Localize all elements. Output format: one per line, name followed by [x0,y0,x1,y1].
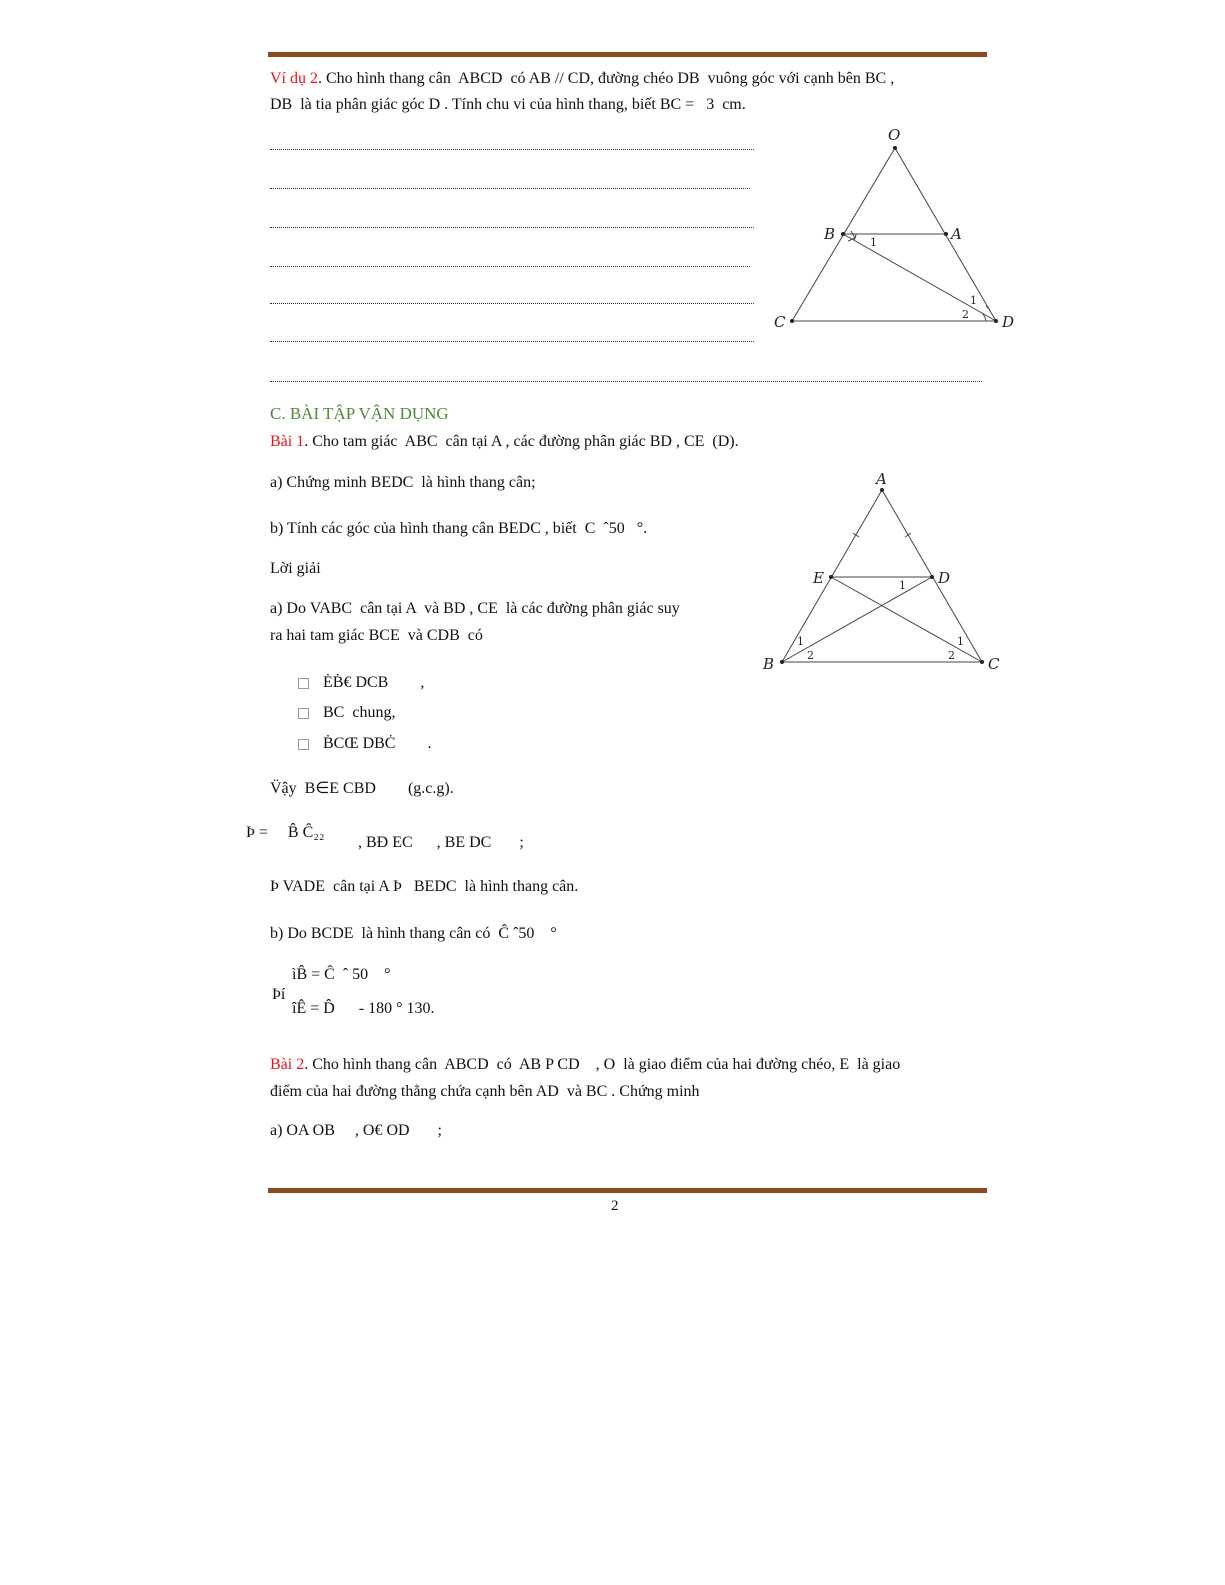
label-C: C [988,655,1000,673]
label-A: A [876,470,887,488]
solution-heading: Lời giải [270,560,321,577]
label-E: E [813,569,824,587]
bullet-item: ĖḂ€ DCB , [298,674,424,692]
bai2-line1: Bài 2. Cho hình thang cân ABCD có AB P CD , O là giao điểm của hai đường chéo, E là giao [270,1056,901,1073]
bai2-part-a: a) OA OB , O€ OD ; [270,1122,442,1139]
label-D: D [938,569,951,587]
exercise-label: Bài 2 [270,1056,305,1073]
answer-line [270,148,754,150]
bai1-part-b: b) Tính các góc của hình thang cân BEDC , biết C ˆ50 °. [270,520,648,537]
label-O: O [888,126,901,144]
label-B: B [763,655,775,673]
solution-line: a) Do VABC cân tại A và BD , CE là các đường phân giác suy [270,600,680,617]
exercise-label: Bài 1 [270,433,305,450]
angle-label: 1 [870,236,877,249]
solution-line: Þ = B̂ Ĉ₂₂ [246,824,325,841]
answer-line [270,302,754,304]
label-C: C [774,313,786,331]
header-rule [268,51,987,57]
angle-label: 2 [807,649,814,662]
solution-line: ìB̂ = Ĉ ˆ 50 ° [292,966,391,983]
bai1-line1: Bài 1. Cho tam giác ABC cân tại A , các đường phân giác BD , CE (D). [270,433,739,450]
triangle-figure [755,465,1015,680]
example2-line2: DB là tia phân giác góc D . Tính chu vi của hình thang, biết BC = 3 cm. [270,96,746,113]
solution-line: îÊ = D̂ - 180 ° 130. [292,1000,435,1017]
solution-line: ra hai tam giác BCE và CDB có [270,627,483,644]
angle-label: 1 [899,579,906,592]
bai1-part-a: a) Chứng minh BEDC là hình thang cân; [270,474,536,491]
page-number: 2 [611,1198,619,1214]
example2-line1: Ví dụ 2. Cho hình thang cân ABCD có AB // CD, đường chéo DB vuông góc với cạnh bên BC , [270,70,895,87]
label-D: D [1002,313,1015,331]
example-label: Ví dụ 2 [270,70,318,87]
solution-line: Þ VADE cân tại A Þ BEDC là hình thang cân. [270,878,579,895]
answer-line [270,187,750,189]
answer-line [270,340,754,342]
footer-rule [268,1187,987,1193]
solution-line: Þí [272,986,286,1003]
bai2-line2: điểm của hai đường thẳng chứa cạnh bên AD và BC . Chứng minh [270,1083,700,1100]
answer-line [270,226,754,228]
bullet-item: BC chung, [298,704,395,722]
label-A: A [951,225,962,243]
trapezoid-figure [760,120,1040,350]
angle-label: 1 [797,635,804,648]
bullet-item: ḂCŒ DBĊ . [298,735,431,753]
solution-line: V̈ậy B∈E CBD (g.c.g). [270,780,454,797]
angle-label: 2 [962,308,969,321]
answer-line [270,265,750,267]
section-title: C. BÀI TẬP VẬN DỤNG [270,404,449,423]
angle-label: 2 [948,649,955,662]
solution-line: , BÐ EC , BE DC ; [358,834,524,851]
angle-label: 1 [970,294,977,307]
answer-line [270,380,982,382]
angle-label: 1 [957,635,964,648]
label-B: B [824,225,836,243]
solution-line: b) Do BCDE là hình thang cân có Ĉ ˆ50 ° [270,925,557,942]
